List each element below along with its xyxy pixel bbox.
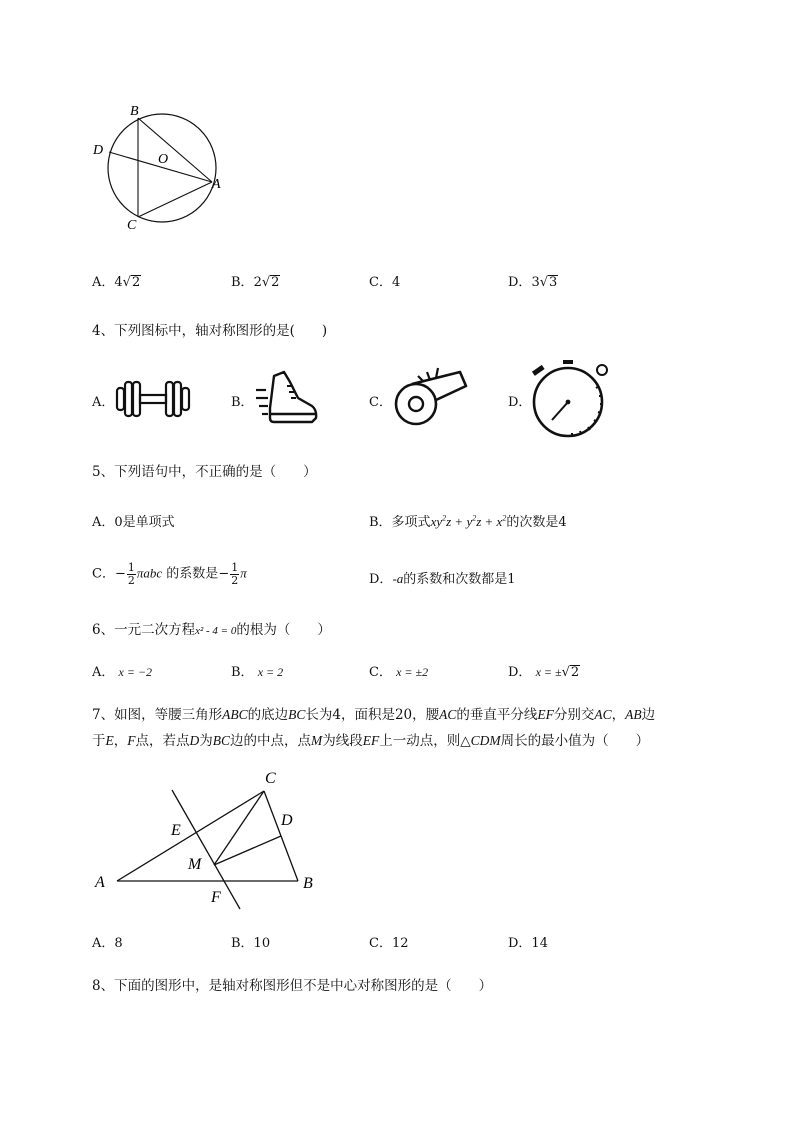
q5-option-b[interactable]: B．多项式$xy^2z + y^2z + x^2$的次数是4 <box>369 513 567 530</box>
label-o: O <box>158 152 169 167</box>
segment-ca <box>138 182 212 217</box>
q7-option-c[interactable]: C．12 <box>369 936 409 951</box>
q3-option-b[interactable]: B．2√2 <box>231 275 280 290</box>
label-b: B <box>130 104 139 119</box>
q6-option-b[interactable]: B． x = 2 <box>231 665 284 680</box>
q3-option-c[interactable]: C．4 <box>369 275 401 290</box>
sqrt-symbol: √ <box>561 665 570 680</box>
label-d: D <box>93 143 104 158</box>
dumbbell-icon[interactable] <box>114 378 192 420</box>
label-c: C <box>127 218 137 233</box>
whistle-icon[interactable] <box>390 360 474 430</box>
label-a: A <box>212 177 221 192</box>
q7-option-d[interactable]: D．14 <box>508 936 548 951</box>
label-f: F <box>211 889 221 906</box>
perpendicular-bisector-ef <box>172 790 240 909</box>
q4-option-d-label[interactable]: D． <box>508 395 532 410</box>
polynomial-expression: $xy^2z + y^2z + x^2$ <box>430 513 507 529</box>
q7-option-b[interactable]: B．10 <box>231 936 271 951</box>
q6-option-c[interactable]: C． x = ±2 <box>369 665 429 680</box>
label-m: M <box>188 856 202 873</box>
q6-option-a[interactable]: A． x = −2 <box>92 665 153 680</box>
q5-option-d[interactable]: D．-a的系数和次数都是1 <box>369 571 516 587</box>
label-b: B <box>303 875 313 892</box>
q6-stem: 6、一元二次方程x² - 4 = 0的根为（ ） <box>92 622 331 638</box>
q5-option-c[interactable]: C．− $\frac{1}{2}$ πabc 的系数是− $\frac{1}{2}$ π <box>92 561 247 587</box>
segment-ba <box>138 118 212 182</box>
q3-option-d[interactable]: D．3√3 <box>508 275 558 290</box>
running-shoe-icon[interactable] <box>254 368 320 426</box>
q7-triangle-figure <box>90 765 330 915</box>
q3-option-a[interactable]: A．4√2 <box>92 275 141 290</box>
label-e: E <box>171 822 181 839</box>
label-a: A <box>95 874 105 891</box>
stopwatch-icon[interactable] <box>526 356 614 440</box>
q8-stem: 8、下面的图形中，是轴对称图形但不是中心对称图形的是（ ） <box>92 978 493 994</box>
q5-stem: 5、下列语句中，不正确的是（ ） <box>92 464 317 480</box>
q4-option-b-label[interactable]: B． <box>231 395 254 410</box>
pi-abc-term: πabc <box>136 565 163 581</box>
q5-option-a[interactable]: A．0是单项式 <box>92 515 175 530</box>
q7-option-a[interactable]: A．8 <box>92 936 123 951</box>
fraction-half-2: $\frac{1}{2}$ <box>231 561 239 587</box>
q7-stem-line1: 7、如图，等腰三角形ABC的底边BC长为4，面积是20，腰AC的垂直平分线EF分别交AC，AB边 <box>92 707 656 723</box>
q7-stem-line2: 于E，F点，若点D为BC边的中点，点M为线段EF上一动点，则△CDM周长的最小值为（ ） <box>92 733 650 749</box>
q4-stem: 4、下列图标中，轴对称图形的是( ) <box>92 323 328 339</box>
q4-option-a-label[interactable]: A． <box>92 395 115 410</box>
fraction-half: $\frac{1}{2}$ <box>127 561 135 587</box>
label-c: C <box>265 770 276 787</box>
q6-option-d[interactable]: D． x = ±√2 <box>508 665 580 680</box>
sqrt-symbol: √ <box>261 275 271 290</box>
q4-option-c-label[interactable]: C． <box>369 395 392 410</box>
sqrt-symbol: √ <box>539 275 549 290</box>
label-d: D <box>281 812 293 829</box>
q3-circle-figure <box>88 100 228 240</box>
sqrt-symbol: √ <box>122 275 131 290</box>
